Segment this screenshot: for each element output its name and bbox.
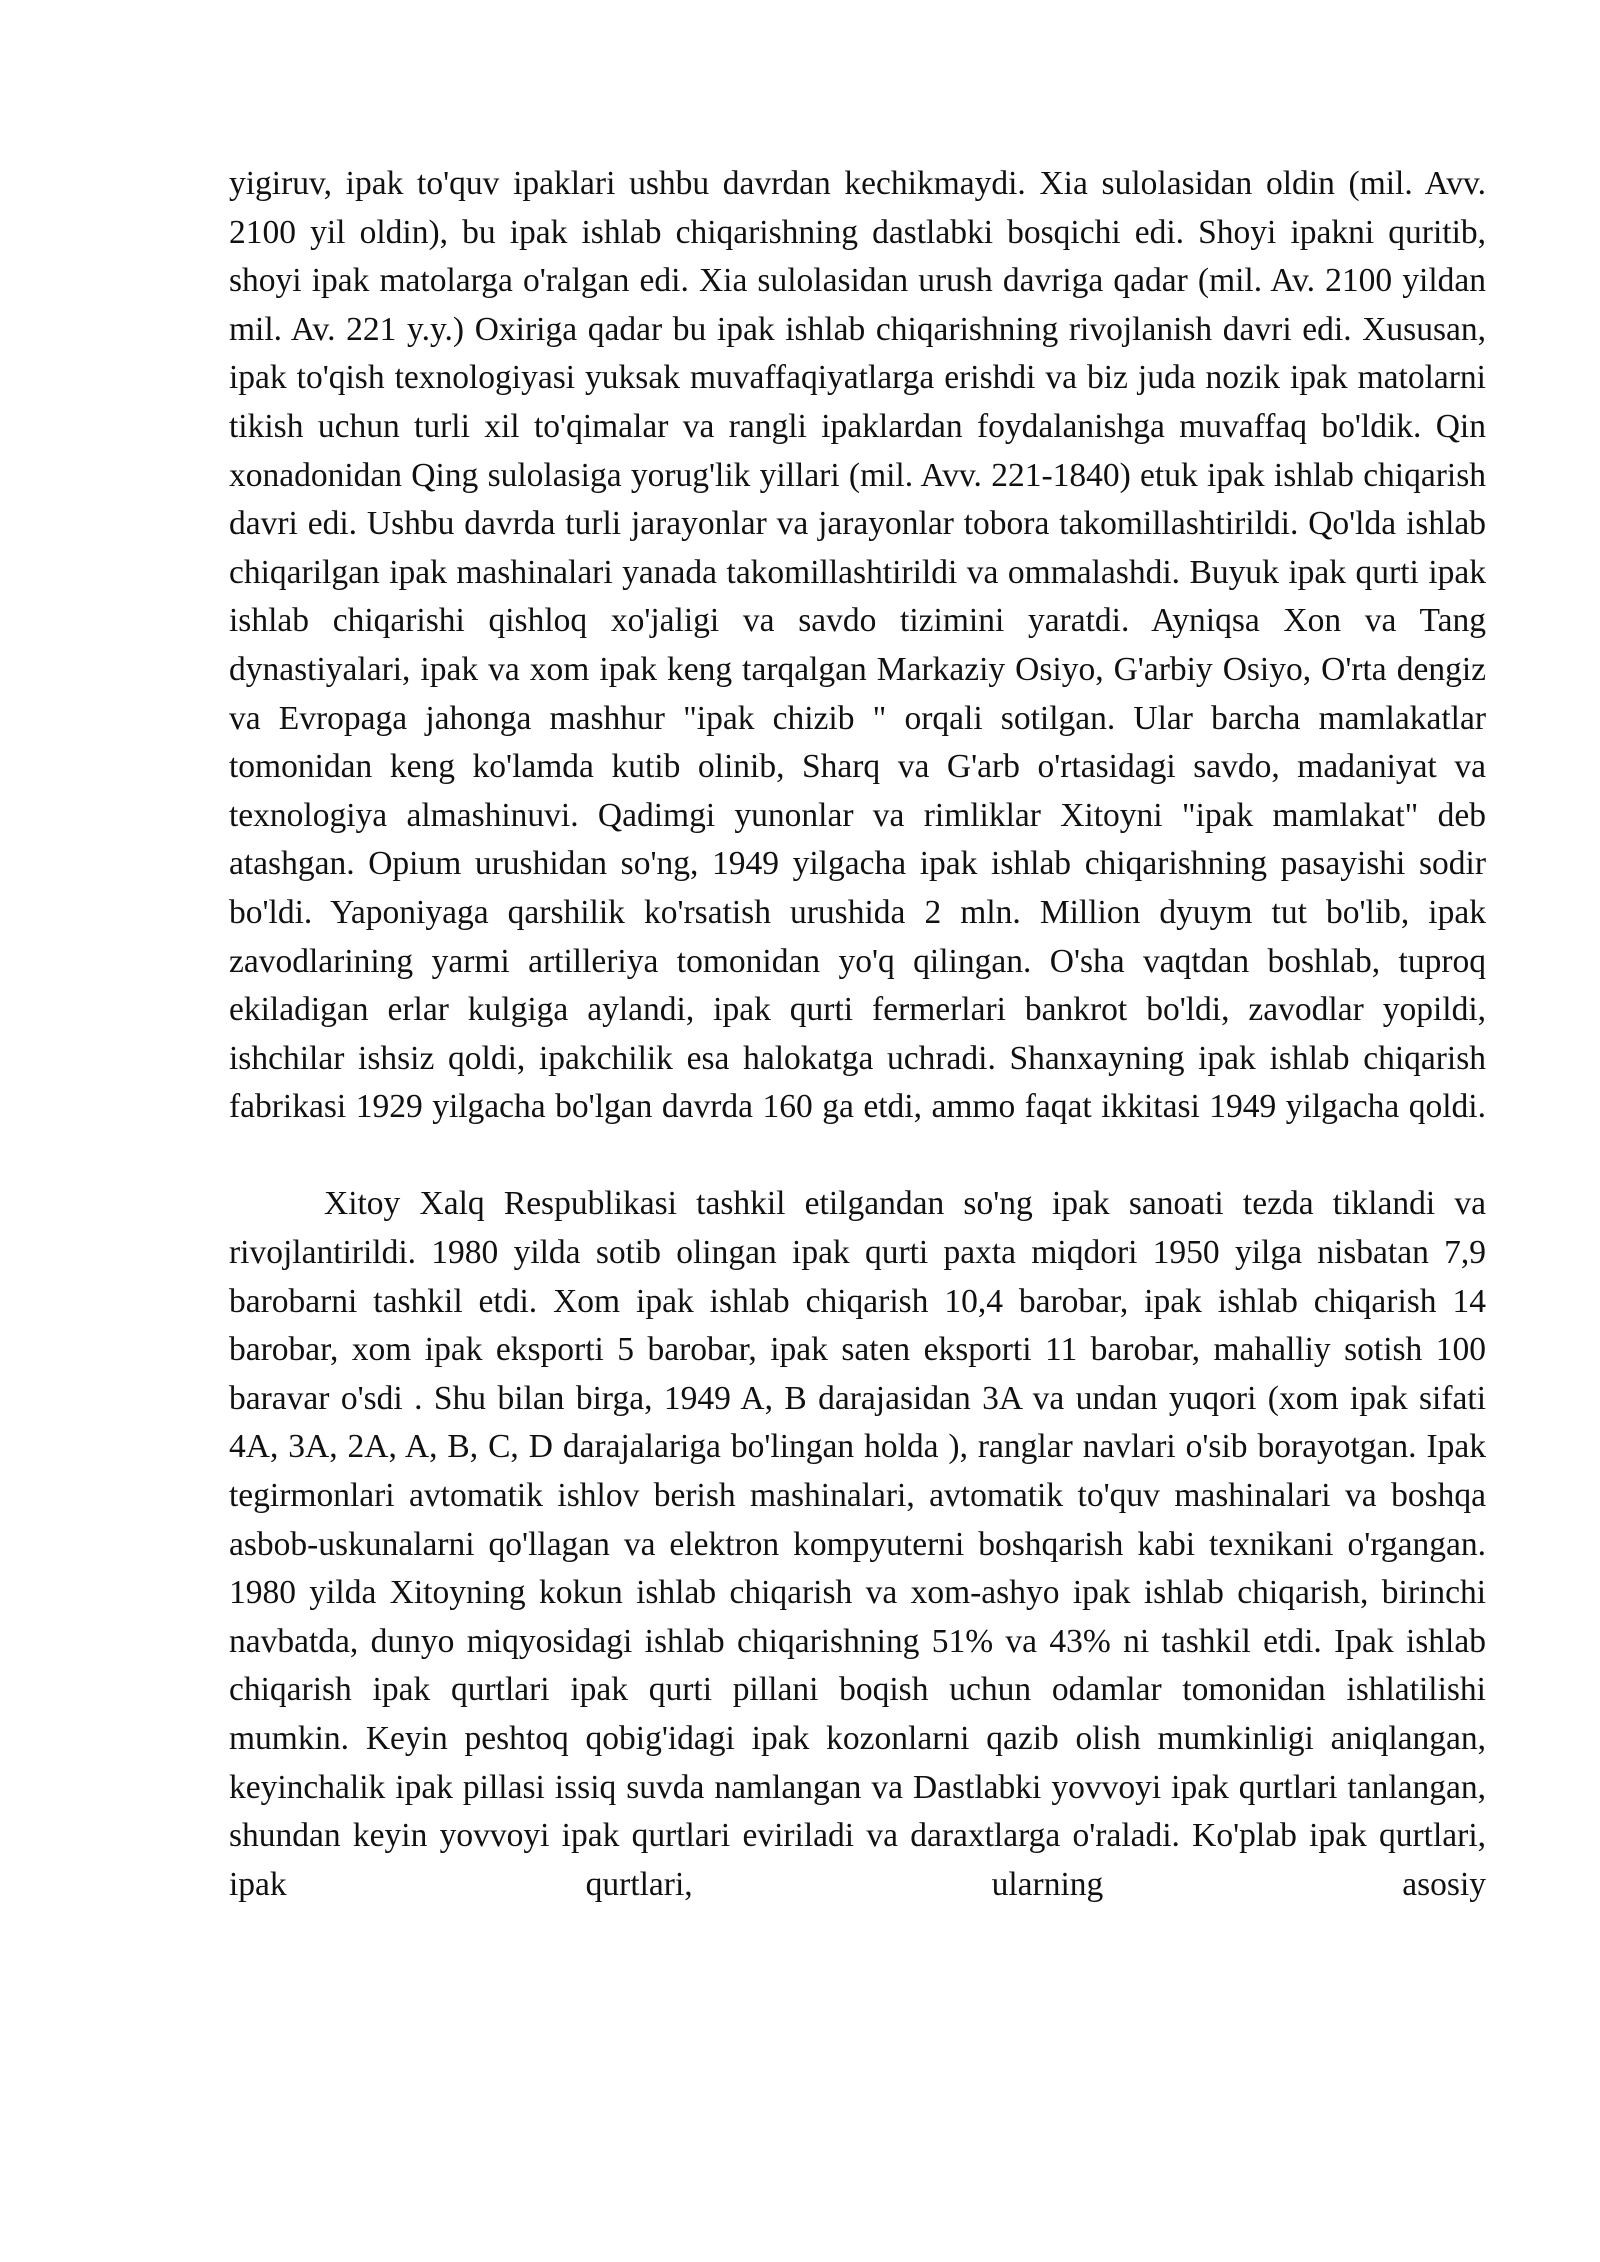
paragraph-silk-history: yigiruv, ipak to'quv ipaklari ushbu davrdan kechikmaydi. Xia sulolasidan oldin (mil. Avv. 2100 yil oldin), bu ipak ishlab chiqarishning dastlabki bosqichi edi. Shoyi ipakni quritib, shoyi ipak matolarga o'ralgan edi. Xia sulolasidan urush davriga qadar (mil. Av. 2100 yildan mil. Av. 221 y.y.) Oxiriga qadar bu ipak ishlab chiqarishning rivojlanish davri edi. Xususan, ipak to'qish texnologiyasi yuksak muvaffaqiyatlarga erishdi va biz juda nozik ipak matolarni tikish uchun turli xil to'qimalar va rangli ipaklardan foydalanishga muvaffaq bo'ldik. Qin xonadonidan Qing sulolasiga yorug'lik yillari (mil. Avv. 221-1840) etuk ipak ishlab chiqarish davri edi. Ushbu davrda turli jarayonlar va jarayonlar tobora takomillashtirildi. Qo'lda ishlab chiqarilgan ipak mashinalari yanada takomillashtirildi va ommalashdi. Buyuk ipak qurti ipak ishlab chiqarishi qishloq xo'jaligi va savdo tizimini yaratdi. Ayniqsa Xon va Tang dynastiyalari, ipak va xom ipak keng tarqalgan Markaziy Osiyo, G'arbiy Osiyo, O'rta dengiz va Evropaga jahonga mashhur "ipak chizib " orqali sotilgan. Ular barcha mamlakatlar tomonidan keng ko'lamda kutib olinib, Sharq va G'arb o'rtasidagi savdo, madaniyat va texnologiya almashinuvi. Qadimgi yunonlar va rimliklar Xitoyni "ipak mamlakat" deb atashgan. Opium urushidan so'ng, 1949 yilgacha ipak ishlab chiqarishning pasayishi sodir bo'ldi. Yaponiyaga qarshilik ko'rsatish urushida 2 mln. Million dyuym tut bo'lib, ipak zavodlarining yarmi artilleriya tomonidan yo'q qilingan. O'sha vaqtdan boshlab, tuproq ekiladigan erlar kulgiga aylandi, ipak qurti fermerlari bankrot bo'ldi, zavodlar yopildi, ishchilar ishsiz qoldi, ipakchilik esa halokatga uchradi. Shanxayning ipak ishlab chiqarish fabrikasi 1929 yilgacha bo'lgan davrda 160 ga etdi, ammo faqat ikkitasi 1949 yilgacha qoldi. (229, 165, 1486, 1126)
document-page (229, 160, 1486, 1909)
paragraph-silk-industry-prc: Xitoy Xalq Respublikasi tashkil etilgandan so'ng ipak sanoati tezda tiklandi va rivojlantirildi. 1980 yilda sotib olingan ipak qurti paxta miqdori 1950 yilga nisbatan 7,9 barobarni tashkil etdi. Xom ipak ishlab chiqarish 10,4 barobar, ipak ishlab chiqarish 14 barobar, xom ipak eksporti 5 barobar, ipak saten eksporti 11 barobar, mahalliy sotish 100 baravar o'sdi . Shu bilan birga, 1949 A, B darajasidan 3A va undan yuqori (xom ipak sifati 4A, 3A, 2A, A, B, C, D darajalariga bo'lingan holda ), ranglar navlari o'sib borayotgan. Ipak tegirmonlari avtomatik ishlov berish mashinalari, avtomatik to'quv mashinalari va boshqa asbob-uskunalarni qo'llagan va elektron kompyuterni boshqarish kabi texnikani o'rgangan. 1980 yilda Xitoyning kokun ishlab chiqarish va xom-ashyo ipak ishlab chiqarish, birinchi navbatda, dunyo miqyosidagi ishlab chiqarishning 51% va 43% ni tashkil etdi. Ipak ishlab chiqarish ipak qurtlari ipak qurti pillani boqish uchun odamlar tomonidan ishlatilishi mumkin. Keyin peshtoq qobig'idagi ipak kozonlarni qazib olish mumkinligi aniqlangan, keyinchalik ipak pillasi issiq suvda namlangan va Dastlabki yovvoyi ipak qurtlari tanlangan, shundan keyin yovvoyi ipak qurtlari eviriladi va daraxtlarga o'raladi. Ko'plab ipak qurtlari, ipak qurtlari, ularning asosiy (229, 1185, 1486, 1903)
